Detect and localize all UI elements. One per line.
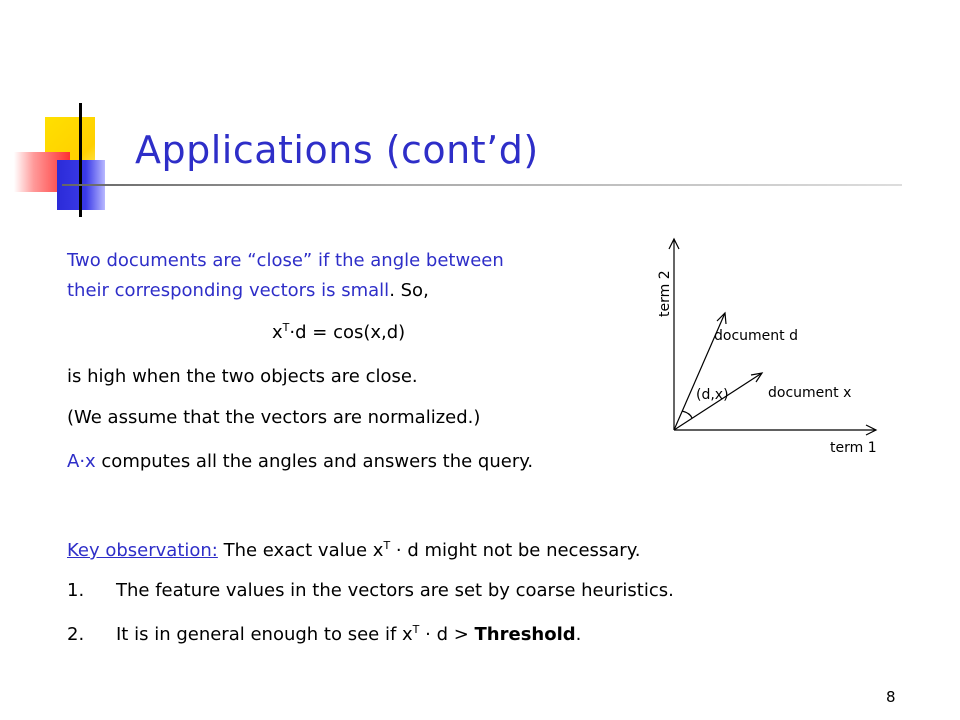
decor-vertical-line (79, 103, 82, 217)
key-observation-text-b: · d might not be necessary. (390, 540, 641, 561)
vector-diagram (640, 225, 900, 465)
list-item-text-a: It is in general enough to see if x (116, 624, 413, 645)
vector-x-label: document x (768, 385, 852, 401)
key-observation-sup: T (383, 539, 391, 552)
list-item-sup: T (412, 623, 420, 636)
list-item-text-b: · d > (419, 624, 475, 645)
paragraph-query (67, 451, 533, 472)
formula-transpose: T (282, 321, 290, 334)
angle-arc (682, 411, 692, 418)
list-item-number: 1. (67, 580, 85, 601)
formula-rest: ·d = cos(x,d) (289, 322, 406, 343)
x-axis-label: term 1 (830, 440, 877, 456)
cosine-formula (272, 321, 405, 343)
paragraph-high: is high when the two objects are close. (67, 366, 418, 387)
vector-d-label: document d (714, 328, 798, 344)
paragraph-close-line2-blue: their corresponding vectors is small (67, 280, 390, 301)
list-item (67, 623, 581, 645)
key-observation (67, 539, 641, 561)
title-underline (62, 184, 902, 186)
paragraph-normalized: (We assume that the vectors are normalized.) (67, 407, 481, 428)
paragraph-close-line1: Two documents are “close” if the angle between (67, 250, 504, 271)
y-axis-label: term 2 (657, 270, 673, 317)
threshold-bold: Threshold (474, 624, 576, 645)
list-item-text: The feature values in the vectors are set by coarse heuristics. (116, 580, 674, 601)
page-number: 8 (886, 688, 896, 706)
key-observation-text-a: The exact value x (217, 540, 384, 561)
angle-label: (d,x) (696, 387, 729, 403)
formula-x: x (272, 322, 283, 343)
slide-title: Applications (cont’d) (135, 128, 539, 172)
paragraph-close-line2 (67, 280, 429, 301)
paragraph-query-rest: computes all the angles and answers the query. (95, 451, 534, 472)
paragraph-query-ax: A·x (67, 451, 96, 472)
list-item (67, 580, 674, 601)
list-item-end: . (575, 624, 582, 645)
list-item-number: 2. (67, 624, 85, 645)
key-observation-label: Key observation: (67, 540, 218, 561)
paragraph-close-line2-tail: . So, (389, 280, 429, 301)
